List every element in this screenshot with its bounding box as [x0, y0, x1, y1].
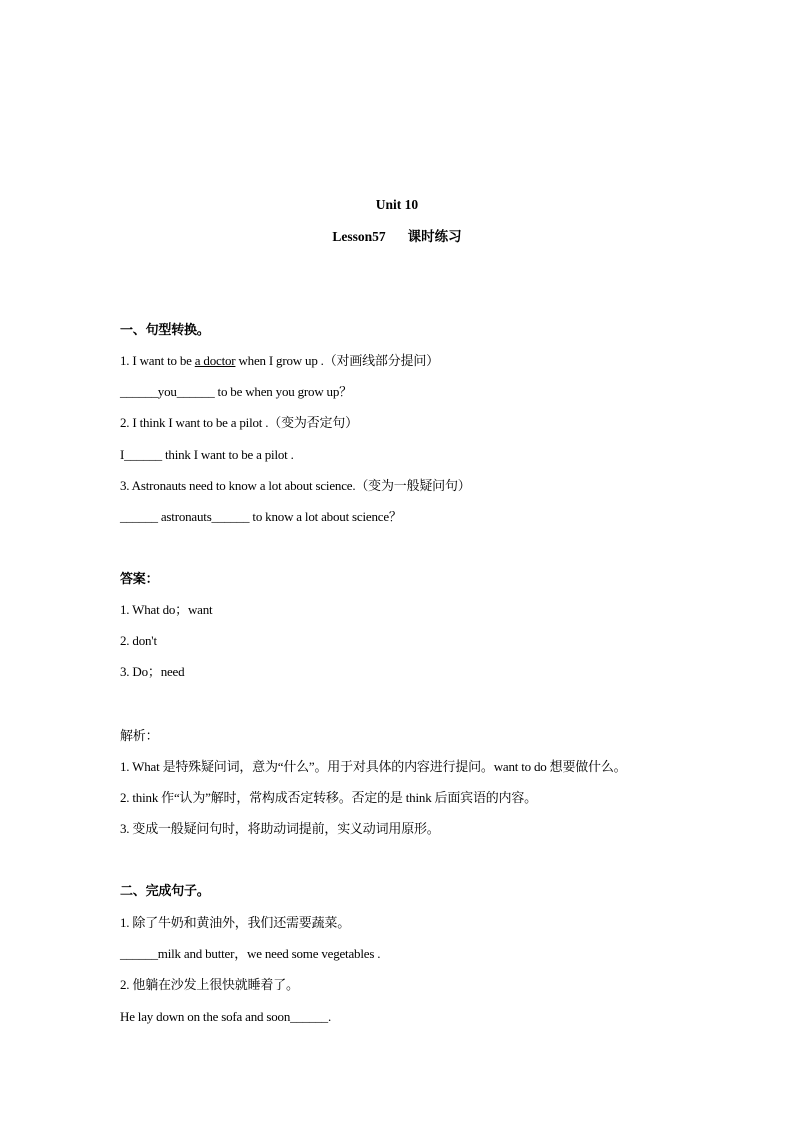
q1-pre: 1. I want to be: [120, 353, 195, 368]
answers-heading: 答案：: [120, 571, 159, 586]
answer-item: 2. don't: [120, 633, 157, 648]
answer-item: 1. What do；want: [120, 602, 213, 617]
section1-answer-line-3: ______ astronauts______ to know a lot about science？: [120, 509, 402, 524]
section1-question-3: 3. Astronauts need to know a lot about science.（变为一般疑问句）: [120, 478, 471, 493]
analysis-item: 1. What 是特殊疑问词，意为“什么”。用于对具体的内容进行提问。want to do 想要做什么。: [120, 759, 627, 774]
section2-answer-line-2: He lay down on the sofa and soon______.: [120, 1009, 331, 1024]
section1-question-2: 2. I think I want to be a pilot .（变为否定句）: [120, 415, 358, 430]
section1-answer-line-1: ______you______ to be when you grow up？: [120, 384, 352, 399]
section2-question-2: 2. 他躺在沙发上很快就睡着了。: [120, 977, 299, 992]
q1-underlined: a doctor: [194, 353, 236, 368]
analysis-heading: 解析：: [120, 728, 159, 743]
section1-question-1: [120, 352, 439, 370]
lesson-subtitle: 课时练习: [407, 229, 462, 244]
q1-post: when I grow up .（对画线部分提问）: [235, 353, 439, 368]
lesson-number: Lesson57: [332, 229, 386, 244]
lesson-title: [0, 228, 794, 246]
answer-item: 3. Do；need: [120, 664, 185, 679]
section2-heading: 二、完成句子。: [120, 883, 210, 898]
section2-answer-line-1: ______milk and butter，we need some vegetables .: [120, 946, 381, 961]
analysis-item: 3. 变成一般疑问句时，将助动词提前，实义动词用原形。: [120, 821, 440, 836]
section2-question-1: 1. 除了牛奶和黄油外，我们还需要蔬菜。: [120, 915, 351, 930]
analysis-item: 2. think 作“认为”解时，常构成否定转移。否定的是 think 后面宾语的内容。: [120, 790, 537, 805]
section1-answer-line-2: I______ think I want to be a pilot .: [120, 447, 294, 462]
page-title: Unit 10: [375, 197, 419, 212]
section1-heading: 一、句型转换。: [120, 322, 210, 337]
